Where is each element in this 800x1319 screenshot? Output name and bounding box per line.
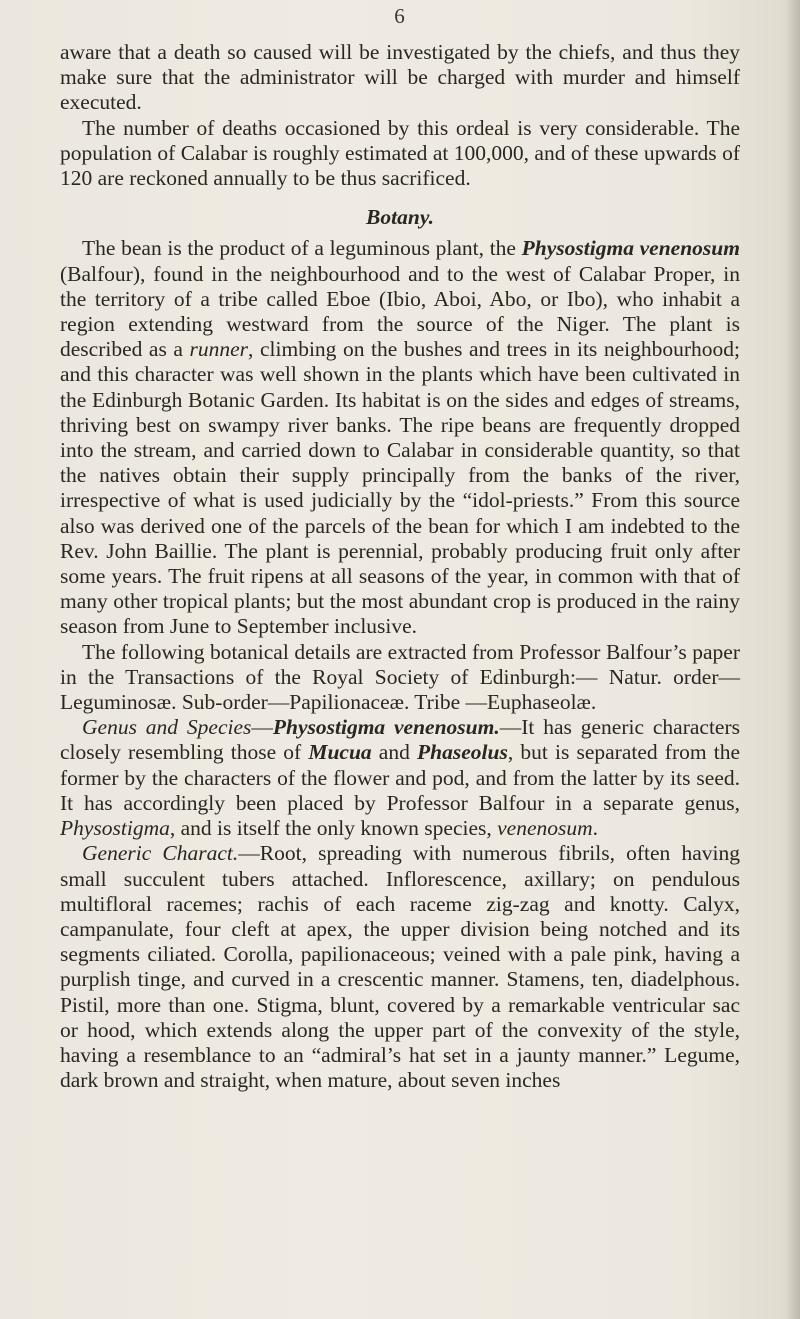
- p5-physostigma: Physostigma: [60, 816, 170, 841]
- section-heading-botany: Botany.: [366, 205, 434, 230]
- p5-dash: —: [251, 715, 273, 740]
- page-number: 6: [394, 4, 406, 28]
- p6-lead: Generic Charact.: [82, 841, 239, 866]
- p5-lead: Genus and Species: [82, 715, 252, 740]
- paragraph-2: The number of deaths occasioned by this ordeal is very considerable. The population of Calabar is roughly estimated at 100,000, and of these upwards of 120 are reckoned annually to be thus sacrificed.: [60, 115, 740, 191]
- p5-phaseolus: Phaseolus: [417, 740, 508, 765]
- p3-species-name: Physostigma venenosum: [521, 236, 740, 261]
- p5-mucua: Mucua: [308, 740, 372, 765]
- p5-venenosum: venenosum: [497, 816, 593, 841]
- p5-text-a: —It has generic characters closely resembling those of: [60, 715, 740, 765]
- paragraph-3: [60, 236, 740, 639]
- paragraph-4: The following botanical details are extracted from Professor Balfour’s paper in the Transactions of the Royal Society of Edinburgh:— Natur. order—Leguminosæ. Sub-order—Papilionaceæ. Tribe —Euphaseolæ.: [60, 639, 740, 715]
- p5-species: Physostigma venenosum.: [272, 715, 500, 740]
- page-edge-shadow: [786, 0, 800, 1319]
- p6-text: —Root, spreading with numerous fibrils, often having small succulent tubers attached. Inflorescence, axillary; on pendulous multifloral racemes; rachis of each raceme zig-zag and knotty. Calyx, campanulate, four cleft at apex, the upper division being notched and its segments ciliated. Corolla, papilionaceous; veined with a pale pink, having a purplish tinge, and curved in a crescentic manner. Stamens, ten, diadelphous. Pistil, more than one. Stigma, blunt, covered by a remarkable ventricular sac or hood, which extends along the upper part of the convexity of the style, having a resemblance to an “admiral’s hat set in a jaunty manner.” Legume, dark brown and straight, when mature, about seven inches: [60, 841, 740, 1093]
- paragraph-1: aware that a death so caused will be investigated by the chiefs, and thus they make sure that the administrator will be charged with murder and himself executed.: [60, 40, 740, 115]
- p3-text-c: , climbing on the bushes and trees in its neighbourhood; and this character was well shown in the plants which have been cultivated in the Edinburgh Botanic Garden. Its habitat is on the sides and edges of streams, thriving best on swampy river banks. The ripe beans are frequently dropped into the stream, and carried down to Calabar in considerable quantity, so that the natives obtain their supply principally from the banks of the river, irrespective of what is used judicially by the “idol-priests.” From this source also was derived one of the parcels of the bean for which I am indebted to the Rev. John Baillie. The plant is perennial, probably producing fruit only after some years. The fruit ripens at all seasons of the year, in common with that of many other tropical plants; but the most abundant crop is produced in the rainy season from June to September inclusive.: [60, 337, 740, 639]
- p3-text-b: (Balfour), found in the neighbourhood and to the west of Calabar Proper, in the territory of a tribe called Eboe (Ibio, Aboi, Abo, or Ibo), who inhabit a region extending westward from the source of the Niger. The plant is described as a: [60, 261, 740, 362]
- p5-text-c: , and is itself the only known species,: [169, 816, 498, 841]
- p5-text-b: , but is separated from the former by the characters of the flower and pod, and from the latter by its seed. It has accordingly been placed by Professor Balfour in a separate genus,: [60, 740, 740, 815]
- p3-runner: runner: [189, 337, 249, 362]
- paragraph-6: [60, 841, 740, 1093]
- p5-and: and: [371, 740, 418, 765]
- p3-text-a: The bean is the product of a leguminous plant, the: [82, 236, 522, 261]
- paragraph-5: [60, 715, 740, 841]
- p5-text-d: .: [592, 816, 599, 841]
- body-text: [60, 40, 740, 1093]
